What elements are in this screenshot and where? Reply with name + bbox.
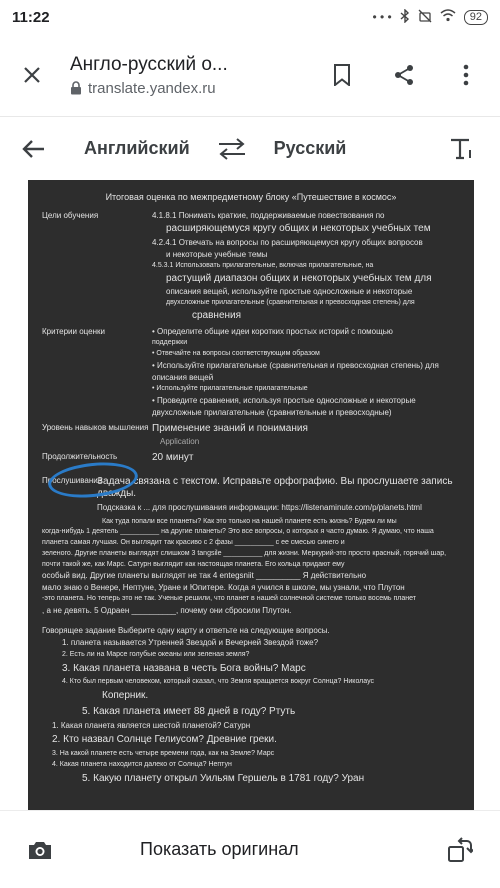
battery-icon: 92 xyxy=(464,10,488,25)
question: 4. Какая планета находится далеко от Солнца? Нептун xyxy=(52,761,232,769)
task-line: когда-нибудь 1 деятель __________ на другие планеты? Это все вопросы, о которых я часто думаю. Я думаю, что наша xyxy=(42,528,434,536)
goal-line: растущий диапазон общих и некоторых учебных тем для xyxy=(166,272,432,284)
question: 5. Какую планету открыл Уильям Гершель в 1781 году? Уран xyxy=(82,773,365,784)
criteria-line: • Проведите сравнения, используя простые односложные и некоторые xyxy=(152,395,416,405)
goal-line: сравнения xyxy=(192,309,242,321)
rotate-icon xyxy=(447,837,473,863)
criteria-label: Критерии оценки xyxy=(42,327,105,337)
goal-line: 4.2.4.1 Отвечать на вопросы по расширяющемуся кругу общих вопросов xyxy=(152,237,423,247)
criteria-line: двухсложные прилагательные (сравнительные и превосходные) xyxy=(152,407,392,417)
text-size-icon xyxy=(450,138,474,160)
task-line: -это планета. Но теперь это не так. Ученые решили, что планет в нашей солнечной системе только восемь планет xyxy=(42,595,417,603)
url-row[interactable] xyxy=(70,80,322,97)
close-button[interactable] xyxy=(12,55,52,95)
bluetooth-icon xyxy=(400,9,410,26)
back-button[interactable] xyxy=(14,129,54,169)
doc-title: Итоговая оценка по межпредметному блоку «Путешествие в космос» xyxy=(105,192,397,202)
task-line: Задача связана с текстом. Исправьте орфографию. Вы прослушаете запись дважды. xyxy=(97,475,453,499)
question: 1. Какая планета является шестой планетой? Сатурн xyxy=(52,721,251,730)
more-vert-icon xyxy=(463,64,469,86)
criteria-line: описания вещей xyxy=(152,372,214,382)
status-icons xyxy=(372,9,488,26)
camera-button[interactable] xyxy=(20,830,60,870)
notification-dots: • • • xyxy=(372,10,392,24)
task-line: особый вид. Другие планеты выглядят не так 4 entegsniit __________ Я действительно xyxy=(42,571,367,581)
status-time: 11:22 xyxy=(12,8,50,26)
header-actions xyxy=(322,55,486,95)
task-line: мало знаю о Венере, Нептуне, Уране и Юпитере. Когда я учился в школе, мы узнали, что Плутон xyxy=(42,583,405,593)
thinking-label: Уровень навыков мышления xyxy=(42,422,149,432)
mute-icon xyxy=(418,9,432,26)
listening-task xyxy=(97,476,460,515)
speaking-intro: Говорящее задание Выберите одну карту и ответьте на следующие вопросы. xyxy=(42,626,330,635)
criteria-line: поддержки xyxy=(152,339,188,347)
camera-icon xyxy=(27,839,53,861)
goals-label: Цели обучения xyxy=(42,211,99,221)
goal-line: 4.5.3.1 Использовать прилагательные, включая прилагательные, на xyxy=(152,261,374,269)
language-bar xyxy=(0,116,500,180)
status-bar xyxy=(0,0,500,34)
thinking-values xyxy=(152,423,460,450)
thinking-row xyxy=(42,423,460,450)
question: 4. Кто был первым человеком, который сказал, что Земля вращается вокруг Солнца? Николаус xyxy=(62,678,375,686)
browser-header xyxy=(0,34,500,116)
thinking-value: Application xyxy=(160,437,200,446)
task-line: , а не девять. 5 Одраен __________, почему они сбросили Плутон. xyxy=(42,606,292,615)
goal-line: двухсложные прилагательные (сравнительная и превосходная степень) для xyxy=(166,299,415,306)
question: Коперник. xyxy=(102,690,149,701)
criteria-line: • Отвечайте на вопросы соответствующим образом xyxy=(152,350,320,357)
more-menu-button[interactable] xyxy=(446,55,486,95)
page-title: Англо-русский о... xyxy=(70,53,228,75)
task-line: почти такой же, как Марс. Сатурн выглядит как настоящая планета. Его кольца придают ему xyxy=(42,560,345,568)
translated-image xyxy=(28,180,474,810)
source-language[interactable]: Английский xyxy=(84,138,190,158)
title-block xyxy=(70,54,322,97)
arrow-left-icon xyxy=(22,139,46,159)
bottom-bar xyxy=(0,810,500,888)
duration-label: Продолжительность xyxy=(42,452,118,461)
task-line: планета самая лучшая. Он выглядит так красиво с 2 фазы __________ с ее смесью синего и xyxy=(42,539,345,546)
goal-line: описания вещей, используйте простые односложные и некоторые xyxy=(166,287,413,296)
task-line: Как туда попали все планеты? Как это только на нашей планете есть жизнь? Будем ли мы xyxy=(102,517,397,525)
goal-line: расширяющемуся кругу общих и некоторых учебных тем xyxy=(166,223,431,235)
criteria-line: • Используйте прилагательные (сравнительная и превосходная степень) для xyxy=(152,360,439,370)
share-button[interactable] xyxy=(384,55,424,95)
goal-line: 4.1.8.1 Понимать краткие, поддерживаемые повествования по xyxy=(152,211,385,221)
show-original-button[interactable]: Показать оригинал xyxy=(140,839,299,859)
bookmark-icon xyxy=(333,64,351,86)
question: 2. Кто назвал Солнце Гелиусом? Древние греки. xyxy=(52,734,277,745)
goals-row xyxy=(42,211,460,324)
question: 2. Есть ли на Марсе голубые океаны или зеленая земля? xyxy=(62,651,250,658)
page-url: translate.yandex.ru xyxy=(88,79,216,97)
lock-icon xyxy=(70,81,82,95)
close-icon xyxy=(22,65,42,85)
question: 5. Какая планета имеет 88 дней в году? Ртуть xyxy=(82,705,296,717)
criteria-list xyxy=(152,327,460,419)
duration-value: 20 минут xyxy=(152,452,194,463)
wifi-icon xyxy=(440,9,456,25)
task-line: Подсказка к ... для прослушивания информации: https://listenaminute.com/p/planets.html xyxy=(97,502,422,512)
document xyxy=(28,180,474,810)
rotate-button[interactable] xyxy=(440,830,480,870)
criteria-line: • Используйте прилагательные прилагательные xyxy=(152,384,308,392)
task-line: зеленого. Другие планеты выглядят слишком 3 tangsile __________ для жизни. Меркурий-это просто красный, горячий шар, xyxy=(42,549,447,557)
goals-list xyxy=(152,211,460,324)
question: 3. Какая планета названа в честь Бога войны? Марс xyxy=(62,662,306,674)
listening-label: Прослушивание xyxy=(42,475,103,485)
bookmark-button[interactable] xyxy=(322,55,362,95)
swap-languages-button[interactable] xyxy=(212,129,252,169)
criteria-line: • Определите общие идеи коротких простых историй с помощью xyxy=(152,327,393,337)
question: 3. На какой планете есть четыре времени года, как на Земле? Марс xyxy=(52,749,275,757)
question: 1. планета называется Утренней Звездой и Вечерней Звездой тоже? xyxy=(62,638,319,647)
goal-line: и некоторые учебные темы xyxy=(166,249,268,259)
target-language[interactable]: Русский xyxy=(273,138,347,158)
text-mode-button[interactable] xyxy=(442,129,482,169)
criteria-row xyxy=(42,327,460,419)
thinking-value: Применение знаний и понимания xyxy=(152,422,308,434)
share-icon xyxy=(393,64,415,86)
swap-icon xyxy=(217,138,247,160)
